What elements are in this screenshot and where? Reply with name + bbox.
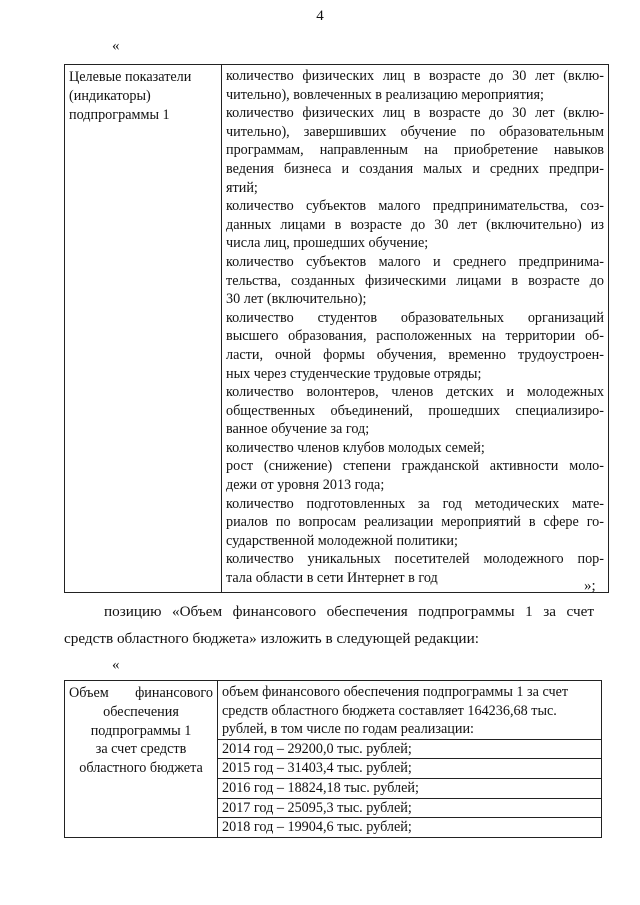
closing-quote: »; xyxy=(584,578,596,594)
indicator-line: риалов по вопросам реализации мероприятий в сфере го- xyxy=(226,514,604,531)
indicator-line: количество уникальных посетителей молодежного пор- xyxy=(226,551,604,568)
opening-quote: « xyxy=(112,657,120,673)
financing-year-row: 2018 год – 19904,6 тыс. рублей; xyxy=(222,819,412,836)
label-line: Объем финансового xyxy=(69,685,213,701)
indicator-line: количество физических лиц в возрасте до 30 лет (вклю- xyxy=(226,68,604,84)
indicator-line: дежи от уровня 2013 года; xyxy=(226,477,385,494)
indicator-line: ванное обучение за год; xyxy=(226,421,370,438)
financing-line: средств областного бюджета составляет 164236,68 тыс. xyxy=(222,702,557,719)
indicator-line: чительно), вовлеченных в реализацию мероприятия; xyxy=(226,86,544,103)
page-number: 4 xyxy=(316,8,324,24)
indicator-line: ных через студенческие трудовые отряды; xyxy=(226,365,482,382)
indicator-line: общественных объединений, прошедших специализиро- xyxy=(226,402,604,419)
financing-year-row: 2014 год – 29200,0 тыс. рублей; xyxy=(218,740,601,760)
indicator-line: тала области в сети Интернет в год xyxy=(226,570,438,587)
financing-year-row: 2015 год – 31403,4 тыс. рублей; xyxy=(218,759,601,779)
financing-year-row: 2017 год – 25095,3 тыс. рублей; xyxy=(218,799,601,819)
indicator-line: программам, направленным на приобретение навыков xyxy=(226,142,604,159)
financing-line: рублей, в том числе по годам реализации: xyxy=(222,721,474,738)
target-indicators-table xyxy=(64,64,609,593)
indicator-line: количество членов клубов молодых семей; xyxy=(226,439,485,456)
indicator-line: данных лицами в возрасте до 30 лет (включительно) из xyxy=(226,216,604,233)
opening-quote: « xyxy=(112,38,120,54)
indicator-line: количество подготовленных за год методических мате- xyxy=(226,495,604,512)
financing-line: объем финансового обеспечения подпрограммы 1 за счет xyxy=(222,684,569,700)
label-line: Целевые показатели xyxy=(69,69,192,85)
label-line: обеспечения xyxy=(103,703,179,720)
indicator-line: количество студентов образовательных организаций xyxy=(226,309,604,326)
indicator-line: числа лиц, прошедших обучение; xyxy=(226,235,429,252)
indicator-line: высшего образования, расположенных на территории об- xyxy=(226,328,604,345)
financing-year-row: 2016 год – 18824,18 тыс. рублей; xyxy=(218,779,601,799)
paragraph-line: позицию «Объем финансового обеспечения подпрограммы 1 за счет xyxy=(104,603,594,620)
indicator-line: количество волонтеров, членов детских и молодежных xyxy=(226,384,604,401)
paragraph-line: средств областного бюджета» изложить в следующей редакции: xyxy=(64,630,479,647)
indicators-list-cell xyxy=(222,65,609,593)
label-line: подпрограммы 1 xyxy=(90,722,192,739)
table-row xyxy=(65,65,609,593)
financing-values-cell xyxy=(218,681,602,838)
indicator-line: 30 лет (включительно); xyxy=(226,291,367,308)
indicator-line: тельства, созданных физическими лицами в возрасте до xyxy=(226,272,604,289)
indicator-line: ласти, очной формы обучения, временно трудоустроен- xyxy=(226,346,604,363)
indicator-line: ведения бизнеса и создания малых и средних предпри- xyxy=(226,160,604,177)
label-line: областного бюджета xyxy=(79,760,203,777)
financing-label-cell xyxy=(65,681,218,838)
financing-table xyxy=(64,680,602,838)
indicator-line: ятий; xyxy=(226,179,258,196)
indicator-line: сударственной молодежной политики; xyxy=(226,532,458,549)
indicator-line: чительно), завершивших обучение по образовательным xyxy=(226,123,604,140)
indicator-line: количество субъектов малого предпринимательства, соз- xyxy=(226,198,604,215)
label-line: (индикаторы) xyxy=(69,87,151,104)
label-line: подпрограммы 1 xyxy=(69,106,170,123)
indicators-label-cell xyxy=(65,65,222,593)
table-row xyxy=(65,681,602,838)
indicator-line: количество физических лиц в возрасте до 30 лет (вклю- xyxy=(226,105,604,122)
label-line: за счет средств xyxy=(95,741,187,758)
indicator-line: количество субъектов малого и среднего предпринима- xyxy=(226,253,604,270)
indicator-line: рост (снижение) степени гражданской активности моло- xyxy=(226,458,604,475)
